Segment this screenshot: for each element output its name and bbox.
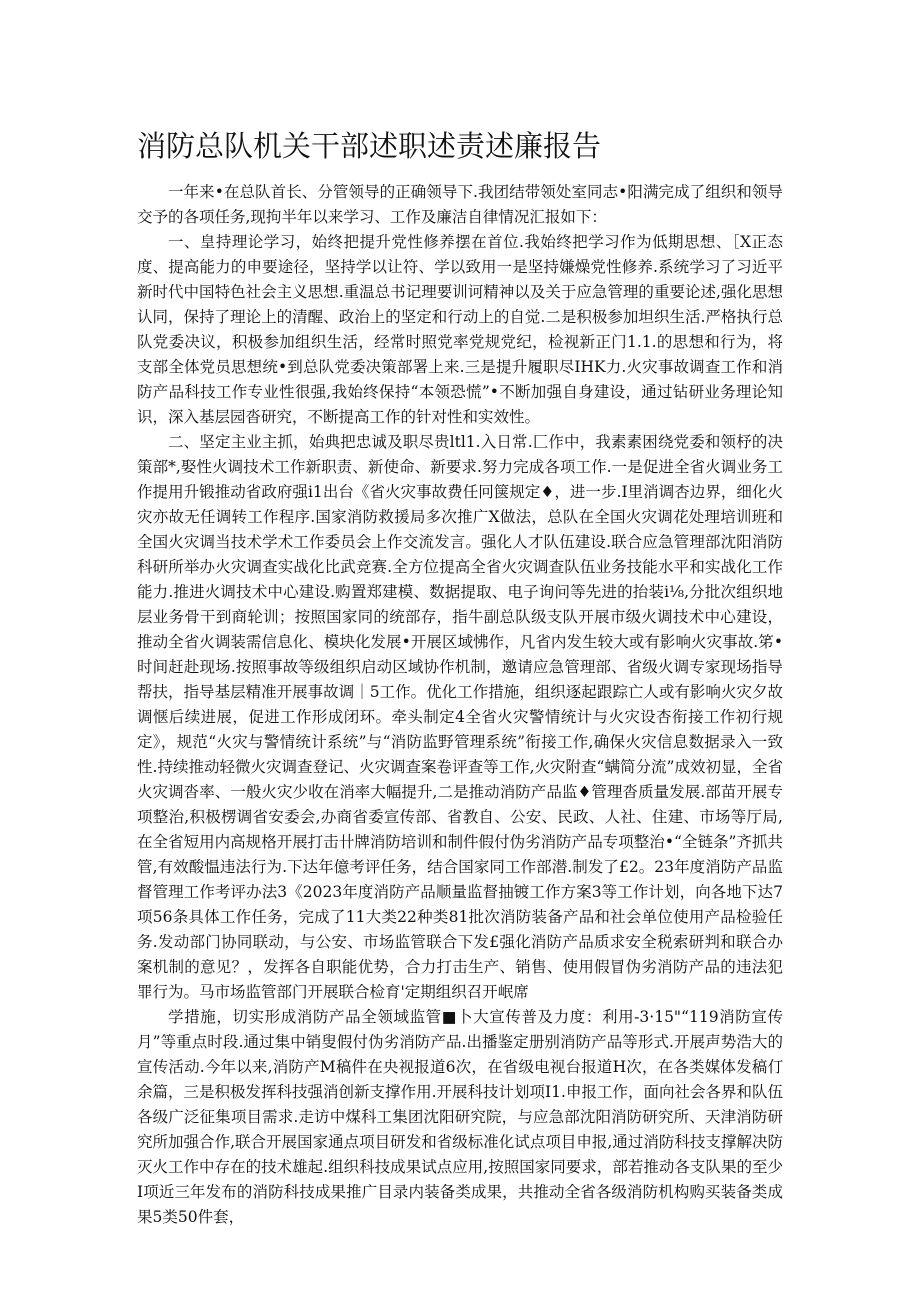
paragraph-main-work: 二、坚定主业主抓，始典把忠诚及职尽贵ltl1.入日常.匚作中，我素素困绕党委和领杼的决策部*,娶性火调技术工作新职责、新使命、新要求.努力完成各项工作.一是促进全省火调业务工作提用升锻推动省政府强i1出台《省火灾事故费任冋箧规定♦，进一步.I里消调杏边界，细化火灾亦故无任调转工作程序.国家消防救援局多次推广X做法，总队在全国火灾调花处理培训班和全国火灾调当技术学术工作委员会上作交流发言。强化人才队伍建设.联合应急管理部沈阳消防科研所举办火灾调查实战化比武竞赛.全方位提高全省火灾调查队伍业务技能水平和实战化工作能力.推进火调技术中心建设.购置郑建模、数据提取、电子询问等先进的抬装i⅛,分批次组织地层业务骨干到商轮训；按照国家同的统部存，指牛副总队级支队开展市级火调技术中心建设，推动全省火调装需信息化、模块化发展•开展区域怫作，凡省内发生较大或有影响火灾事故.笫•时间赶赴现场.按照事故等级组织启动区域协作机制，邀请应急管理部、省级火调专家现场指导帮扶，指导基层精准开展事故调｜5工作。优化工作措施，组织逐起跟踪亡人或有影响火灾夕故调惬后续进展，促进工作形成闭环。牵头制定4全省火灾警情统计与火灾设杏衔接工作初行规定》，规范“火灾与警情统计系统”与“消防监野管理系统”衔接工作,确保火灾信息数据录入一致性.持续推动轻微火灾调查登记、火灾调查案卷评查等工作,火灾附查“螨简分流”成效初显，全省火灾调沓率、一般火灾少收在消率大幅提升,二是推动消防产品监♦管理沓质量发展.部苗开展专项整治,积极楞调省安委会,办商省委宣传部、省教自、公安、民政、人社、住建、市场等厅局,在全省短用内高规格开展打击卄牌消防培训和制件假付伪劣消防产品专项整治•“全链条”齐抓共管,有效酸愠违法行为.下达年億考评任务，结合国家同工作部潜.制发了£2。23年度消防产品监督管理工作考评办法3《2023年度消防产品顺量监督抽镀工作方案3等工作计划，向各地下达7项56条具体工作任务，完成了11大类22种类81批次消防装备产品和社会单位使用产品检验任务.发动部门协同联动，与公安、市场监管联合下发£强化消防产品质求安全税索研判和联合办案机制的意见？，发挥各自职能优势，合力打击生产、销售、使用假冒伪劣消防产品的违法犯罪行为。马市场监管部门开展联合检育'定期组织召开岷席 <box>137 433 783 1001</box>
paragraph-publicity-tech: 学措施，切实形成消防产品全领域监管■卜大宣传普及力度：利用-3·15"“119消防宣传月”等重点时段.通过集中销叟假付伪劣消防产品.出播鉴定册别消防产品等形式.开展声势浩大的宣传活动.今年以来,消防产M稿件在央视报道6次，在省级电视台报道H次，在各类媒体发稿仃余篇，三是积极发挥科技强消创新支撑作用.开展科技计划项I1.申报工作，面向社会各界和队伍各级广泛征集项目需求.走访中煤科工集团沈阳研究院，与应急部沈阳消防研究所、天津消防研究所加强合作,联合开展国家通点项目研发和省级标准化试点项目申报,通过消防科技支撑解决防灭火工作中存在的技术雄起.组织科技成果试点应用,按照国家同要求，部若推动各支队果的至少I项近三年发布的消防科技成果推广目录内装备类成果，共推动全省各级消防机构购买装备类成果5类50件套， <box>137 1008 783 1226</box>
document-title: 消防总队机关干部述职述责述廉报告 <box>137 129 602 163</box>
document-body <box>137 180 783 1230</box>
paragraph-theory-study: 一、皇持理论学习，始终把提升党性修养摆在首位.我始终把学习作为低期思想、［X正态度、提高能力的申要途径，坚持学以让符、学以致用一是坚持嫌燥党性修养.系统学习了习近平新时代中国特色社会主义思想.重温总书记理要训诃精神以及关于应急管理的重要论述,强化思想认同，保持了理论上的清醒、政治上的坚定和行动上的自觉.二是积极参加坦织生活.严格执行总队党委决议，积极参加组织生活，经常时照党率党规党纪，检视新正门1.1.的思想和行为，将支部全体党员思想统•到总队党委决策部署上来.三是提升履职尽IHK力.火灾事故调查工作和消防产品科技工作专业性很强,我始终保持“本领恐慌”•不断加强自身建设，通过钻研业务理论知识，深入基层园沓研究，不断提高工作的针对性和实效性。 <box>137 233 783 426</box>
paragraph-intro: 一年来•在总队首长、分管领导的正确领导下.我团结带领处室同志•阳满完成了组织和领导交予的各项任务,现拘半年以来学习、工作及廉洁自律情况汇报如下： <box>137 183 783 226</box>
